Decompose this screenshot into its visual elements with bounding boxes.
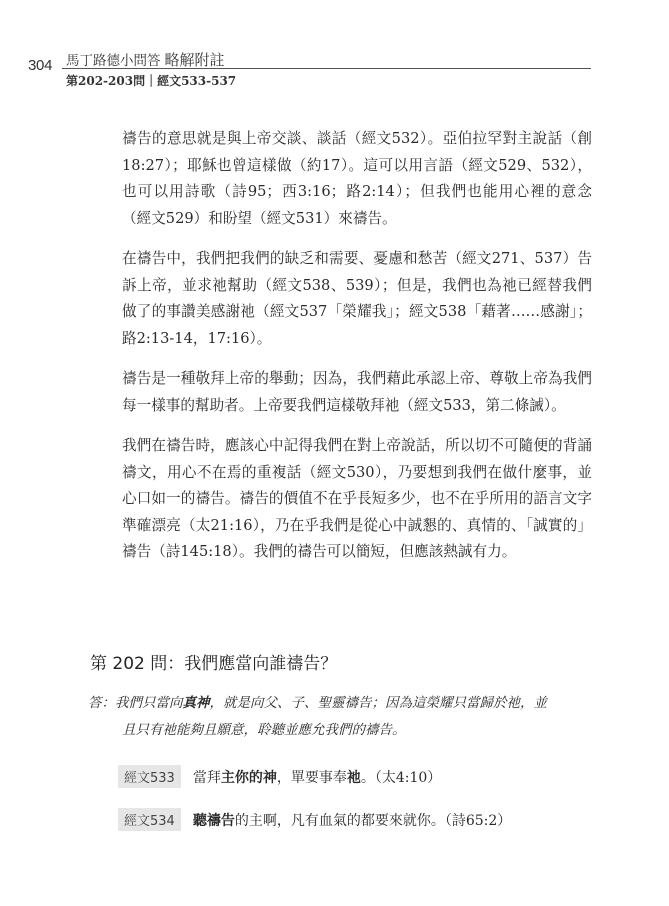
verse-label: 經文534 bbox=[118, 808, 181, 831]
verse-text-c: 。（太4:10） bbox=[360, 769, 442, 786]
page-number: 304 bbox=[28, 57, 53, 74]
verse-text-bold1: 聽禱告 bbox=[192, 812, 235, 829]
answer-line1-bold: 真神 bbox=[182, 695, 210, 711]
body-text bbox=[122, 126, 592, 580]
book-title-main: 馬丁路德小問答 bbox=[66, 53, 161, 69]
verse-text-b: 的主啊，凡有血氣的都要來就你。（詩65:2） bbox=[234, 812, 512, 829]
answer-line1-a: 我們只當向 bbox=[115, 695, 183, 711]
paragraph-2: 在禱告中，我們把我們的缺乏和需要、憂慮和愁苦（經文271、537）告訴上帝，並求祂幫助（經文538、539）；但是，我們也為祂已經替我們做了的事讚美感謝祂（經文537「榮耀我」；經文538「藉著……感謝」；路2:13-14，17:16）。 bbox=[122, 250, 592, 347]
verse-text-bold2: 祂 bbox=[346, 769, 361, 786]
answer-line1-b: ，就是向父、子、聖靈禱告；因為這榮耀只當歸於祂，並 bbox=[209, 695, 547, 711]
verse-text-a: 當拜 bbox=[192, 769, 221, 786]
paragraph-1: 禱告的意思就是與上帝交談、談話（經文532）。亞伯拉罕對主說話（創18:27）；耶穌也曾這樣做（約17）。這可以用言語（經文529、532），也可以用詩歌（詩95；西3:16；路2:14）；但我們也能用心裡的意念（經文529）和盼望（經文531）來禱告。 bbox=[122, 130, 592, 227]
header-divider bbox=[62, 68, 591, 69]
verse-534 bbox=[118, 808, 511, 831]
verse-text-b: ，單要事奉 bbox=[276, 769, 347, 786]
verse-533 bbox=[118, 765, 441, 788]
question-number: 202 bbox=[112, 654, 145, 674]
question-text: 問：我們應當向誰禱告？ bbox=[150, 654, 338, 674]
verse-text-bold1: 主你的神 bbox=[220, 769, 277, 786]
answer-line2: 且只有祂能夠且願意，聆聽並應允我們的禱告。 bbox=[122, 721, 406, 738]
verse-label: 經文533 bbox=[118, 765, 181, 788]
paragraph-3: 禱告是一種敬拜上帝的舉動；因為，我們藉此承認上帝、尊敬上帝為我們每一樣事的幫助者。上帝要我們這樣敬拜祂（經文533，第二條誡）。 bbox=[122, 370, 592, 414]
breadcrumb: 第202-203問｜經文533-537 bbox=[66, 74, 237, 88]
paragraph-4: 我們在禱告時，應該心中記得我們在對上帝說話，所以切不可隨便的背誦禱文，用心不在焉的重複話（經文530），乃要想到我們在做什麼事，並心口如一的禱告。禱告的價值不在乎長短多少，也不在乎所用的語言文字準確漂亮（太21:16），乃在乎我們是從心中誠懇的、真情的、「誠實的」禱告（詩145:18）。我們的禱告可以簡短，但應該熱誠有力。 bbox=[122, 437, 592, 560]
book-title bbox=[66, 49, 225, 70]
answer-prefix: 答： bbox=[88, 695, 115, 711]
question-prefix: 第 bbox=[90, 654, 107, 674]
question-heading bbox=[90, 649, 337, 674]
answer-block bbox=[88, 690, 594, 743]
book-title-sub: 略解附註 bbox=[164, 51, 225, 69]
